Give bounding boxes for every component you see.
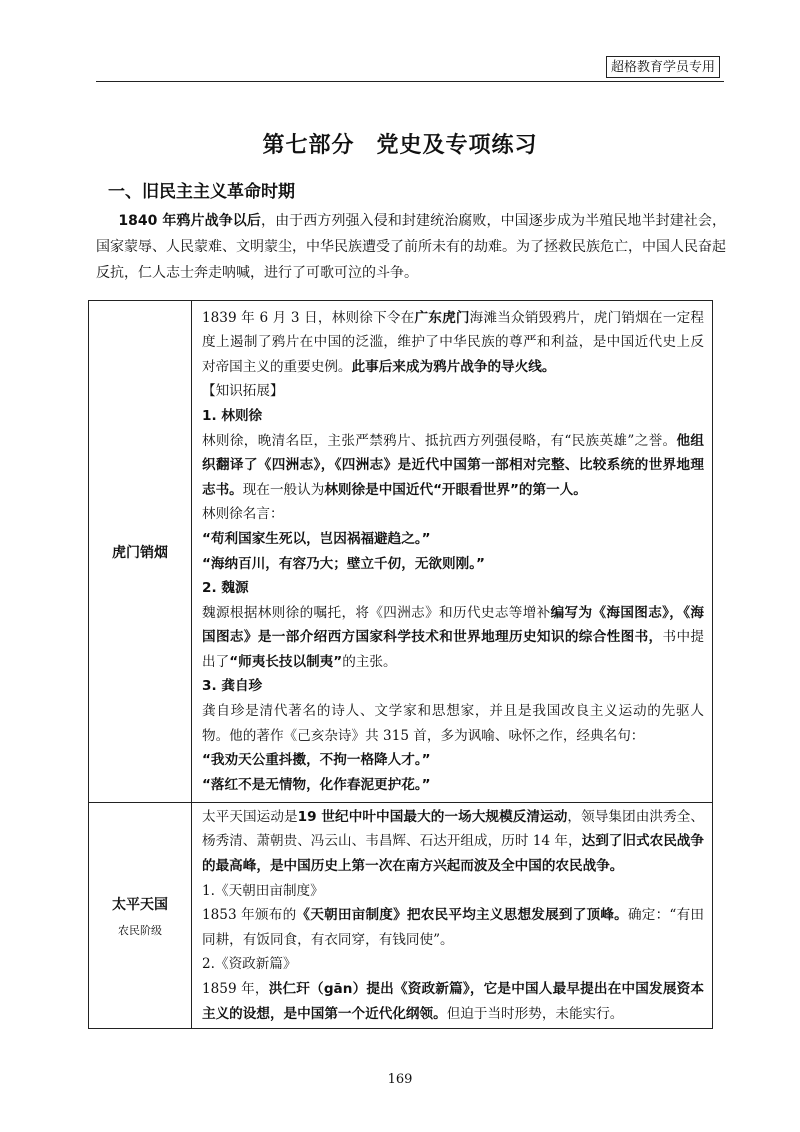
item-heading: 2. 魏源: [202, 580, 249, 597]
page-number: 169: [387, 1072, 413, 1087]
knowledge-ext: 【知识拓展】: [202, 383, 284, 400]
table-row: [89, 301, 713, 803]
row-content-humen: 1839 年 6 月 3 日，林则徐下令在广东虎门海滩当众销毁鸦片，虎门销烟在一定程度上遏制了鸦片在中国的泛滥，维护了中华民族的尊严和利益，是中国近代史上反对帝国主义的重要史例。此事后来成为鸦片战争的导火线。 【知识拓展】 1. 林则徐 林则徐，晚清名臣，主张严禁鸦片、抵抗西方列强侵略，有“民族英雄”之誉。他组织翻译了《四洲志》，《四洲志》是近代中国第一部相对完整、比较系统的世界地理志书。现在一般认为林则徐是中国近代“开眼看世界”的第一人。 林则徐名言： “苟利国家生死以，岂因祸福避趋之。” “海纳百川，有容乃大；壁立千仞，无欲则刚。” 2. 魏源 魏源根据林则徐的嘱托，将《四洲志》和历代史志等增补编写为《海国图志》，《海国图志》是一部介绍西方国家科学技术和世界地理历史知识的综合性图书，书中提出了“师夷长技以制夷”的主张。 3. 龚自珍 龚自珍是清代著名的诗人、文学家和思想家，并且是我国改良主义运动的先驱人物。他的著作《己亥杂诗》共 315 首，多为讽喻、咏怀之作，经典名句： “我劝天公重抖擞，不拘一格降人才。” “落红不是无情物，化作春泥更护花。”: [192, 301, 713, 803]
item-heading: 3. 龚自珍: [202, 678, 263, 695]
row-content-taiping: 太平天国运动是19 世纪中叶中国最大的一场大规模反清运动，领导集团由洪秀全、杨秀清、萧朝贵、冯云山、韦昌辉、石达开组成，历时 14 年，达到了旧式农民战争的最高峰，是中国历史上第一次在南方兴起而波及全中国的农民战争。 1.《天朝田亩制度》 1853 年颁布的《天朝田亩制度》把农民平均主义思想发展到了顶峰。确定：“有田同耕，有饭同食，有衣同穿，有钱同使”。 2.《资政新篇》 1859 年，洪仁玕（gān）提出《资政新篇》，它是中国人最早提出在中国发展资本主义的设想，是中国第一个近代化纲领。但迫于当时形势，未能实行。: [192, 803, 713, 1029]
header-rule: [96, 81, 724, 82]
quote: “苟利国家生死以，岂因祸福避趋之。”: [202, 530, 431, 547]
quote: “我劝天公重抖擞，不拘一格降人才。”: [202, 752, 431, 769]
quote: “落红不是无情物，化作春泥更护花。”: [202, 776, 431, 793]
row-sublabel: 农民阶级: [118, 923, 162, 937]
quote: “海纳百川，有容乃大；壁立千仞，无欲则刚。”: [202, 555, 485, 572]
row-label-humen: 虎门销烟: [89, 301, 192, 803]
intro-text: ，由于西方列强入侵和封建统治腐败，中国逐步成为半殖民地半封建社会，国家蒙辱、人民蒙难、文明蒙尘，中华民族遭受了前所未有的劫难。为了拯救民族危亡，中国人民奋起反抗，仁人志士奔走呐喊，进行了可歌可泣的斗争。: [96, 213, 726, 281]
intro-paragraph: [96, 208, 726, 286]
table-row: [89, 803, 713, 1029]
item-heading: 1. 林则徐: [202, 407, 263, 424]
title-subject: 党史及专项练习: [376, 132, 538, 158]
row-label-taiping: 太平天国 农民阶级: [89, 803, 192, 1029]
section-heading: 一、旧民主主义革命时期: [108, 182, 295, 202]
history-table: [88, 300, 713, 1029]
intro-bold: 1840 年鸦片战争以后: [118, 213, 261, 229]
exclusive-stamp: 超格教育学员专用: [606, 56, 720, 78]
title-part: 第七部分: [262, 132, 355, 158]
page-title: [0, 128, 800, 159]
